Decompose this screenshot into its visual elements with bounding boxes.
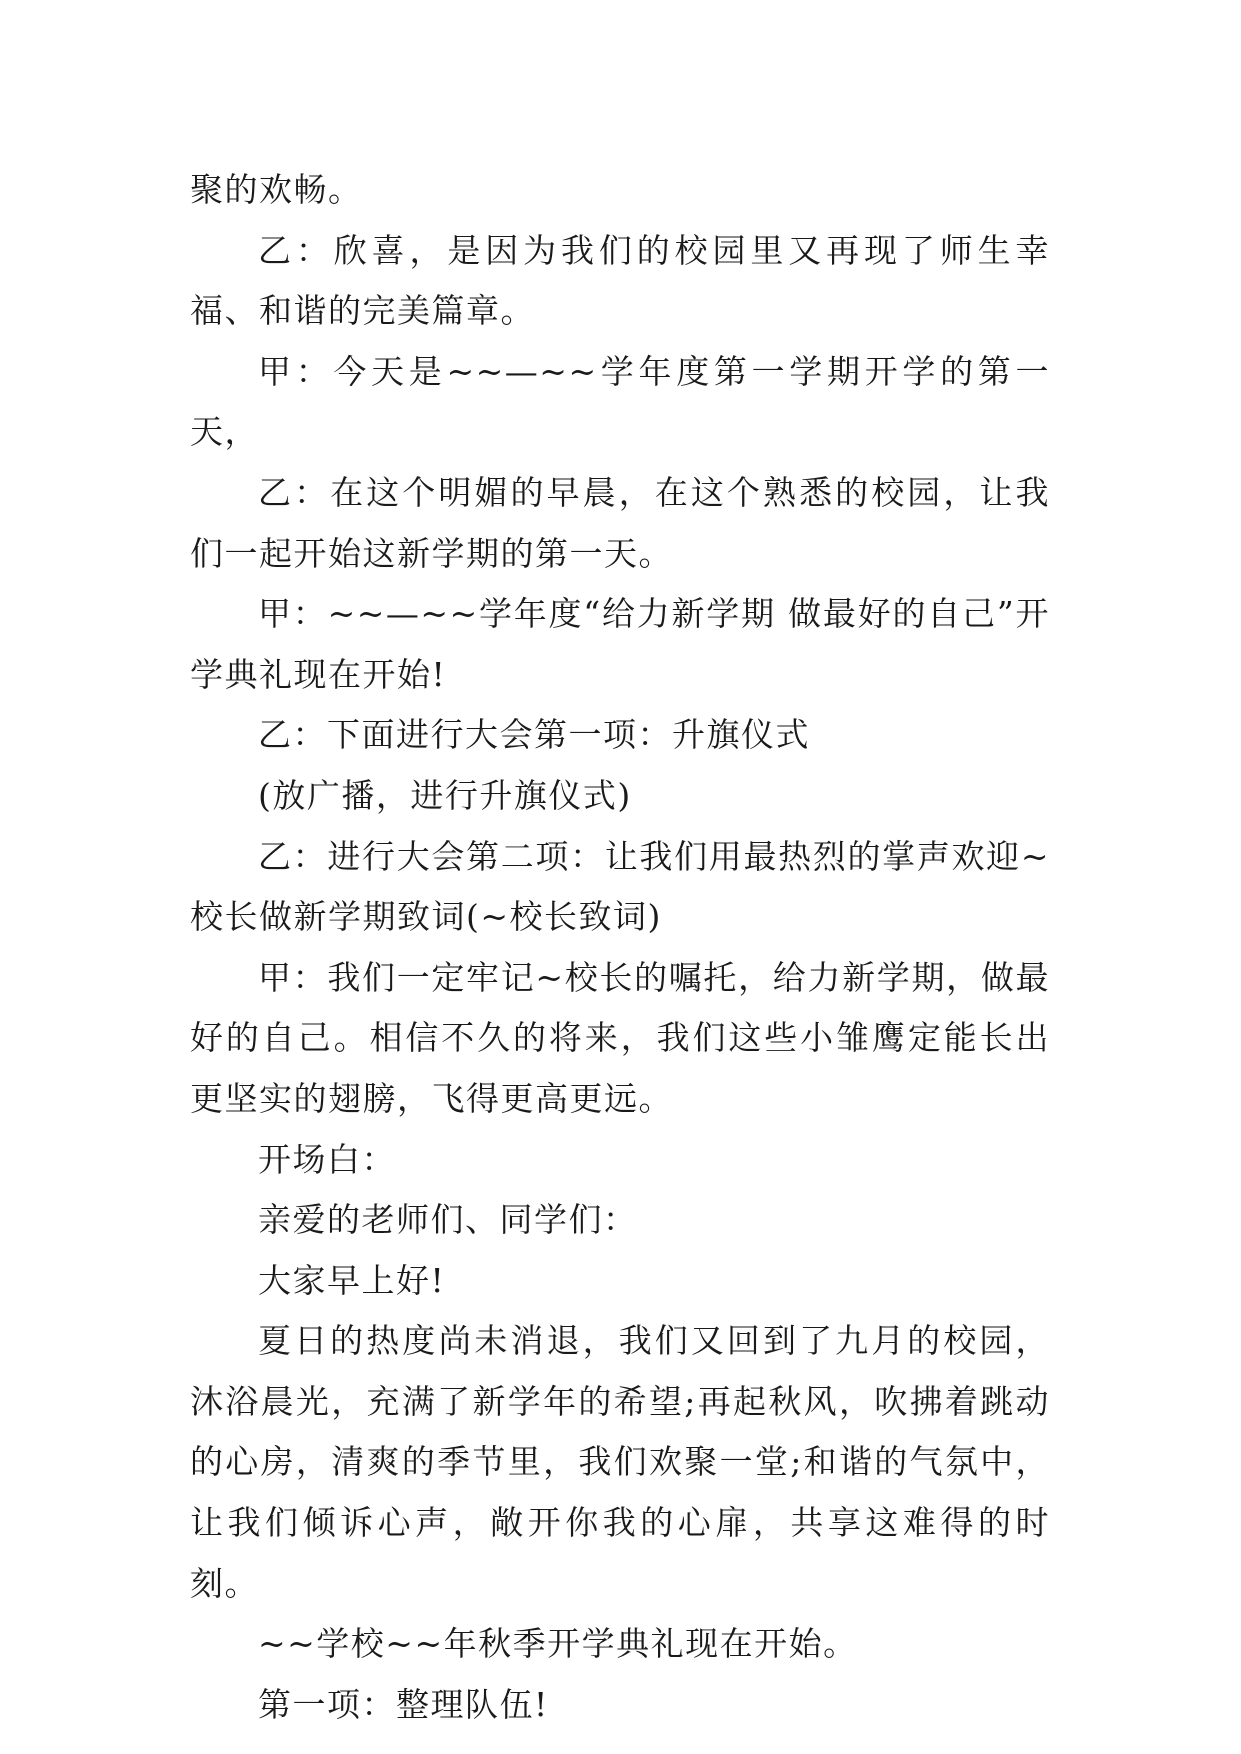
paragraph: 乙：进行大会第二项：让我们用最热烈的掌声欢迎~校长做新学期致词(~校长致词) — [190, 836, 1050, 937]
paragraph: 甲：我们一定牢记~校长的嘱托，给力新学期，做最好的自己。相信不久的将来，我们这些小雏鹰定能长出更坚实的翅膀，飞得更高更远。 — [190, 957, 1050, 1118]
paragraph: (放广播，进行升旗仪式) — [258, 775, 632, 815]
paragraph: 亲爱的老师们、同学们： — [258, 1200, 638, 1240]
paragraph: 乙：欣喜，是因为我们的校园里又再现了师生幸福、和谐的完美篇章。 — [190, 230, 1050, 331]
paragraph: 乙：在这个明媚的早晨，在这个熟悉的校园，让我们一起开始这新学期的第一天。 — [190, 472, 1050, 573]
paragraph: 开场白： — [258, 1139, 396, 1179]
document-body — [190, 160, 1050, 1735]
paragraph: 乙：下面进行大会第一项：升旗仪式 — [258, 715, 810, 755]
paragraph: ~~学校~~年秋季开学典礼现在开始。 — [258, 1624, 858, 1664]
paragraph: 第一项：整理队伍! — [258, 1684, 549, 1724]
paragraph: 大家早上好! — [258, 1260, 446, 1300]
paragraph: 聚的欢畅。 — [190, 170, 363, 209]
paragraph: 甲：~~—~~学年度“给力新学期 做最好的自己”开学典礼现在开始! — [190, 594, 1050, 694]
paragraph: 夏日的热度尚未消退，我们又回到了九月的校园，沐浴晨光，充满了新学年的希望;再起秋风，吹拂着跳动的心房，清爽的季节里，我们欢聚一堂;和谐的气氛中，让我们倾诉心声，敞开你我的心扉，共享这难得的时刻。 — [190, 1321, 1050, 1603]
paragraph: 甲：今天是~~—~~学年度第一学期开学的第一天， — [190, 351, 1050, 452]
